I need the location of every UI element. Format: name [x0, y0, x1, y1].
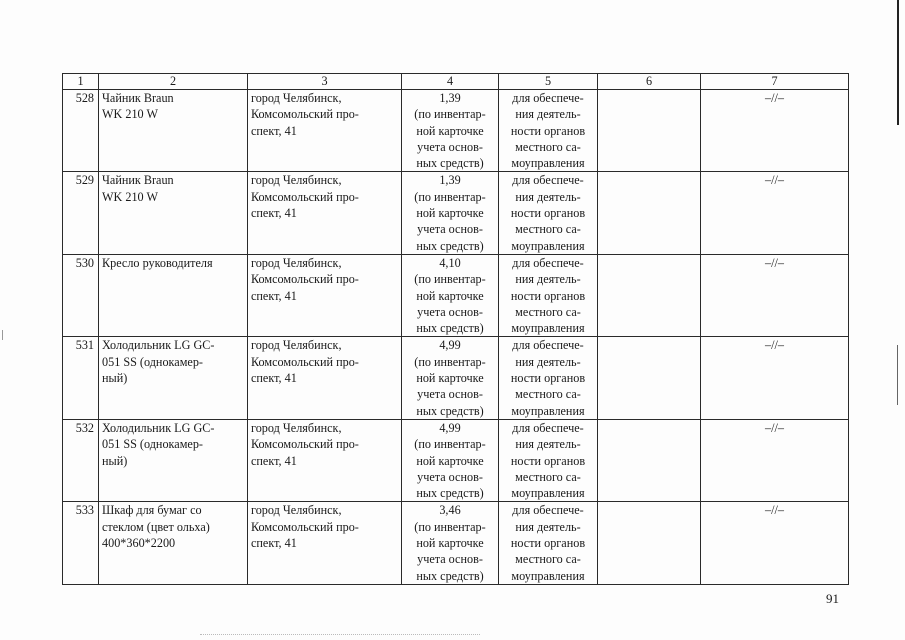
- item-cost: 1,39 (по инвентар- ной карточке учета основ- ных средств): [402, 172, 499, 254]
- item-address: город Челябинск, Комсомольский про- спект, 41: [248, 419, 402, 501]
- item-col7: –//–: [701, 254, 849, 336]
- scan-edge-line: [897, 0, 899, 125]
- item-address: город Челябинск, Комсомольский про- спект, 41: [248, 90, 402, 172]
- scan-edge-line-lower: [897, 345, 898, 405]
- item-col7: –//–: [701, 90, 849, 172]
- item-purpose: для обеспече- ния деятель- ности органов местного са- моуправления: [499, 90, 598, 172]
- header-col-3: 3: [248, 74, 402, 90]
- footer-scan-dots: [200, 634, 480, 636]
- item-col6: [598, 254, 701, 336]
- row-number: 528: [63, 90, 99, 172]
- item-name: Чайник Braun WK 210 W: [99, 172, 248, 254]
- table-row: [63, 502, 849, 584]
- item-purpose: для обеспече- ния деятель- ности органов местного са- моуправления: [499, 172, 598, 254]
- item-cost: 4,99 (по инвентар- ной карточке учета основ- ных средств): [402, 337, 499, 419]
- header-col-2: 2: [99, 74, 248, 90]
- row-number: 532: [63, 419, 99, 501]
- item-cost: 4,99 (по инвентар- ной карточке учета основ- ных средств): [402, 419, 499, 501]
- item-col6: [598, 419, 701, 501]
- item-purpose: для обеспече- ния деятель- ности органов местного са- моуправления: [499, 419, 598, 501]
- table-row: [63, 172, 849, 254]
- table-row: [63, 337, 849, 419]
- item-col7: –//–: [701, 502, 849, 584]
- item-name: Холодильник LG GC- 051 SS (однокамер- ный): [99, 337, 248, 419]
- item-cost: 4,10 (по инвентар- ной карточке учета основ- ных средств): [402, 254, 499, 336]
- table-row: [63, 90, 849, 172]
- header-col-7: 7: [701, 74, 849, 90]
- item-address: город Челябинск, Комсомольский про- спект, 41: [248, 337, 402, 419]
- item-name: Кресло руководителя: [99, 254, 248, 336]
- header-col-4: 4: [402, 74, 499, 90]
- item-address: город Челябинск, Комсомольский про- спект, 41: [248, 254, 402, 336]
- header-col-1: 1: [63, 74, 99, 90]
- scan-edge-mark: [2, 330, 3, 340]
- item-col7: –//–: [701, 419, 849, 501]
- table-header-row: [63, 74, 849, 90]
- table-row: [63, 254, 849, 336]
- item-col6: [598, 502, 701, 584]
- row-number: 529: [63, 172, 99, 254]
- item-name: Шкаф для бумаг со стеклом (цвет ольха) 400*360*2200: [99, 502, 248, 584]
- item-cost: 1,39 (по инвентар- ной карточке учета основ- ных средств): [402, 90, 499, 172]
- item-address: город Челябинск, Комсомольский про- спект, 41: [248, 502, 402, 584]
- item-col6: [598, 90, 701, 172]
- item-address: город Челябинск, Комсомольский про- спект, 41: [248, 172, 402, 254]
- row-number: 533: [63, 502, 99, 584]
- item-purpose: для обеспече- ния деятель- ности органов местного са- моуправления: [499, 337, 598, 419]
- inventory-table: [62, 73, 849, 585]
- item-col7: –//–: [701, 337, 849, 419]
- header-col-6: 6: [598, 74, 701, 90]
- item-name: Чайник Braun WK 210 W: [99, 90, 248, 172]
- table-row: [63, 419, 849, 501]
- item-cost: 3,46 (по инвентар- ной карточке учета основ- ных средств): [402, 502, 499, 584]
- header-col-5: 5: [499, 74, 598, 90]
- item-purpose: для обеспече- ния деятель- ности органов местного са- моуправления: [499, 254, 598, 336]
- item-col7: –//–: [701, 172, 849, 254]
- item-col6: [598, 172, 701, 254]
- item-col6: [598, 337, 701, 419]
- item-name: Холодильник LG GC- 051 SS (однокамер- ный): [99, 419, 248, 501]
- row-number: 530: [63, 254, 99, 336]
- page-number: 91: [826, 591, 839, 606]
- item-purpose: для обеспече- ния деятель- ности органов местного са- моуправления: [499, 502, 598, 584]
- row-number: 531: [63, 337, 99, 419]
